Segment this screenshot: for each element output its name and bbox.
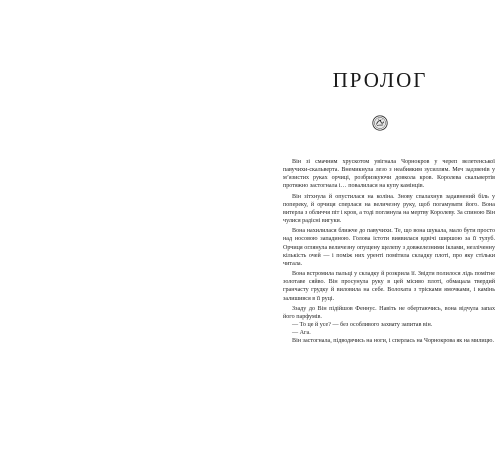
paragraph: Він застогнала, підводячись на ноги, і сперлась на Чорнокрова як на милицю. xyxy=(292,338,494,345)
prologue-text xyxy=(283,158,495,345)
chapter-title: ПРОЛОГ xyxy=(332,68,428,92)
paragraph: Він зі смачним хрускотом увігнала Чорнокров у череп велетенської павучихи-скальверта. Внемикнула лезо з неабияким зусиллям. Меч задзвенів у м’язистих руках орчиці, розбризкуючи довкола кров. Королева скальвертів протяжно застогнала і… повалилася на купу камінців. xyxy=(283,159,495,190)
paragraph: Вона встромила пальці у складку й розкрила її. Звідти полилося лідь помітне золотаве сяйво. Він просунула руку в цей місиво плоті, обмацала твердий гранчасту грудку й виловила на себе. Волохата з трісками ямочками, і камінь залишився в її руці. xyxy=(283,271,495,302)
dialogue-line: — Ага. xyxy=(292,330,311,337)
ornament-medallion-icon xyxy=(372,115,388,131)
dialogue-line: — То це й усе? — без особливого захвату запитав він. xyxy=(292,321,433,328)
paragraph: Вона нахилилася ближче до павучихи. Те, що вона шукала, мало бути просто над носовою западиною. Голова істоти виявилася вдвічі ширшою за її тулуб. Орчиця оглянула величезну опущену щелепу з довжелезними іклами, незліченну кількість очей — і поміж них уренті помітила складку плоті, про яку стільки читала. xyxy=(283,228,495,267)
paragraph: Ззаду до Він підійшов Феннус. Навіть не обертаючись, вона відчула запах його парфумів. xyxy=(283,305,495,320)
paragraph: Він зітхнула й опустилася на коліна. Знову спалахнув задавнений біль у попереку, й орчиця сперлася на величезну руку, щоб погамувати його. Вона витерла з обличчя піт і кров, а тоді поглянула на мертву Королеву. За спиною Він чулися радісні вигуки. xyxy=(283,193,495,225)
